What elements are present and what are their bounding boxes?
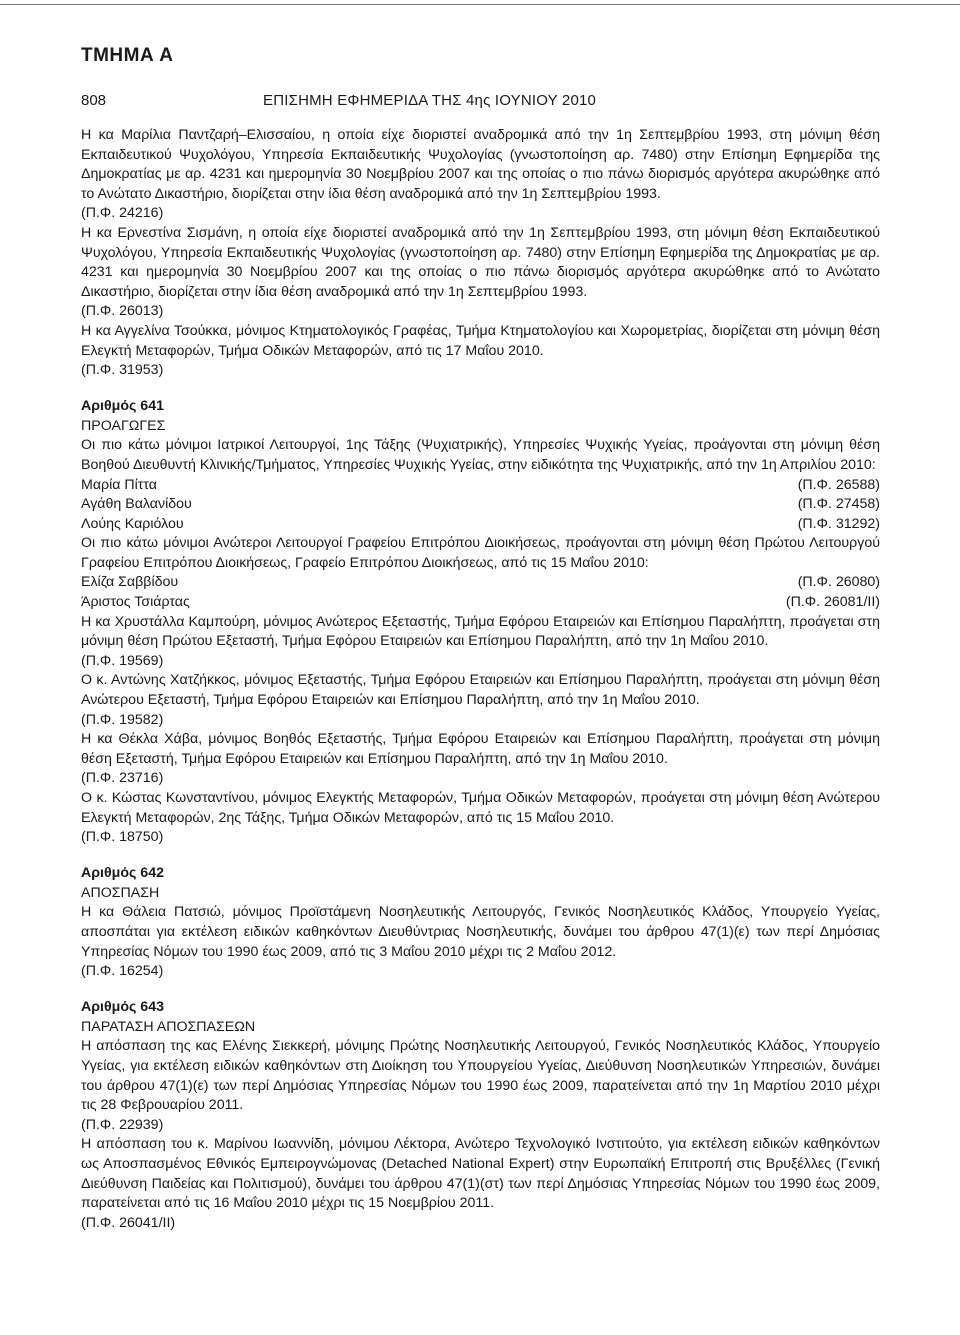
notice-paragraph: Οι πιο κάτω μόνιμοι Ιατρικοί Λειτουργοί, 1ης Τάξης (Ψυχιατρικής), Υπηρεσίες Ψυχικής Υγείας, προάγονται στη μόνιμη θέση Βοηθού Διευθυντή Κλινικής/Τμήματος, Υπηρεσίες Ψυχικής Υγείας, στην ειδικότητα της Ψυχιατρικής, από την 1η Απριλίου 2010: [81, 437, 880, 473]
file-reference: (Π.Φ. 18750) [81, 829, 164, 846]
file-reference: (Π.Φ. 19569) [81, 652, 164, 669]
person-row [81, 515, 880, 535]
person-name: Άριστος Τσιάρτας [81, 594, 190, 611]
file-reference: (Π.Φ. 26081/ΙΙ) [785, 594, 880, 611]
file-reference: (Π.Φ. 22939) [81, 1116, 164, 1133]
notice-number: Αριθμός 643 [81, 998, 164, 1015]
notice-paragraph: Η κα Χρυστάλλα Καμπούρη, μόνιμος Ανώτερος Εξεταστής, Τμήμα Εφόρου Εταιρειών και Επίσημου Παραλήπτη, προάγεται στη μόνιμη θέση Πρώτου Εξεταστή, Τμήμα Εφόρου Εταιρειών και Επίσημου Παραλήπτη, από την 1η Μαΐου 2010. [81, 613, 880, 650]
person-name: Μαρία Πίττα [81, 476, 157, 493]
person-row [81, 476, 880, 496]
notice-number: Αριθμός 642 [81, 864, 164, 881]
running-title: ΕΠΙΣΗΜΗ ΕΦΗΜΕΡΙΔΑ ΤΗΣ 4ης ΙΟΥΝΙΟΥ 2010 [263, 92, 597, 109]
notice-header-641 [81, 397, 880, 417]
notice-paragraph: Η κα Μαρίλια Παντζαρή–Ελισσαίου, η οποία είχε διοριστεί αναδρομικά από την 1η Σεπτεμβρίου 1993, στη μόνιμη θέση Εκπαιδευτικού Ψυχολόγου, Υπηρεσία Εκπαιδευτικής Ψυχολογίας (γνωστοποίηση αρ. 7480) στην Επίσημη Εφημερίδα της Δημοκρατίας με αρ. 4231 και ημερομηνία 30 Νοεμβρίου 2007 και της οποίας ο πιο πάνω διορισμός αργότερα ακυρώθηκε από το Ανώτατο Δικαστήριο, διορίζεται στην ίδια θέση αναδρομικά από την 1η Σεπτεμβρίου 1993. [81, 127, 880, 202]
gazette-content [81, 126, 880, 1233]
notice-paragraph: Ο κ. Κώστας Κωνσταντίνου, μόνιμος Ελεγκτής Μεταφορών, Τμήμα Οδικών Μεταφορών, προάγεται στη μόνιμη θέση Ανώτερου Ελεγκτή Μεταφορών, 2ης Τάξης, Τμήμα Οδικών Μεταφορών, από τις 15 Μαΐου 2010. [81, 790, 880, 826]
person-row [81, 593, 880, 613]
notice-paragraph: Η κα Αγγελίνα Τσούκκα, μόνιμος Κτηματολογικός Γραφέας, Τμήμα Κτηματολογίου και Χωρομετρίας, διορίζεται στη μόνιμη θέση Ελεγκτή Μεταφορών, Τμήμα Οδικών Μεταφορών, από τις 17 Μαΐου 2010. [81, 322, 880, 359]
notice-header-642 [81, 864, 880, 884]
file-reference: (Π.Φ. 26588) [797, 476, 880, 493]
file-reference: (Π.Φ. 26080) [797, 574, 880, 591]
notice-paragraph: Ο κ. Αντώνης Χατζήκκος, μόνιμος Εξεταστής, Τμήμα Εφόρου Εταιρειών και Επίσημου Παραλήπτη, προάγεται στη μόνιμη θέση Ανώτερου Εξεταστή, Τμήμα Εφόρου Εταιρειών και Επίσημου Παραλήπτη, από την 1η Μαΐου 2010. [81, 672, 880, 709]
notice-header-643 [81, 998, 880, 1018]
file-reference: (Π.Φ. 27458) [797, 496, 880, 513]
file-reference: (Π.Φ. 23716) [81, 770, 164, 787]
file-reference: (Π.Φ. 24216) [81, 205, 164, 222]
notice-paragraph: Η κα Θέκλα Χάβα, μόνιμος Βοηθός Εξεταστής, Τμήμα Εφόρου Εταιρειών και Επίσημου Παραλήπτη, προάγεται στη μόνιμη θέση Εξεταστή, Τμήμα Εφόρου Εταιρειών και Επίσημου Παραλήπτη, από την 1η Μαΐου 2010. [81, 731, 880, 767]
page-number: 808 [81, 92, 107, 109]
file-reference: (Π.Φ. 19582) [81, 711, 164, 728]
person-row [81, 495, 880, 515]
person-name: Αγάθη Βαλανίδου [81, 496, 192, 513]
notice-title: ΑΠΟΣΠΑΣΗ [81, 884, 160, 901]
notice-paragraph: Η απόσπαση της κας Ελένης Σιεκκερή, μόνιμης Πρώτης Νοσηλευτικής Λειτουργού, Γενικός Νοσηλευτικός Κλάδος, Υπουργείο Υγείας, για εκτέλεση ειδικών καθηκόντων στη Διοίκηση του Υπουργείου Υγείας, Διεύθυνση Νοσηλευτικών Υπηρεσιών, δυνάμει του άρθρου 47(1)(ε) των περί Δημόσιας Υπηρεσίας Νόμων του 1990 έως 2009, παρατείνεται από την 1η Μαρτίου 2010 μέχρι τις 28 Φεβρουαρίου 2011. [81, 1038, 880, 1114]
notice-paragraph: Η κα Ερνεστίνα Σισμάνη, η οποία είχε διοριστεί αναδρομικά από την 1η Σεπτεμβρίου 1993, στη μόνιμη θέση Εκπαιδευτικού Ψυχολόγου, Υπηρεσία Εκπαιδευτικής Ψυχολογίας (γνωστοποίηση αρ. 7480) στην Επίσημη Εφημερίδα της Δημοκρατίας με αρ. 4231 και ημερομηνία 30 Νοεμβρίου 2007 και της οποίας ο πιο πάνω διορισμός αργότερα ακυρώθηκε από το Ανώτατο Δικαστήριο, διορίζεται στην ίδια θέση αναδρομικά από την 1η Σεπτεμβρίου 1993. [81, 224, 880, 300]
notice-title: ΠΑΡΑΤΑΣΗ ΑΠΟΣΠΑΣΕΩΝ [81, 1018, 256, 1035]
person-name: Ελίζα Σαββίδου [81, 574, 179, 591]
file-reference: (Π.Φ. 26041/ΙΙ) [81, 1214, 176, 1231]
notice-number: Αριθμός 641 [81, 397, 164, 414]
file-reference: (Π.Φ. 16254) [81, 963, 164, 980]
file-reference: (Π.Φ. 26013) [81, 303, 164, 320]
file-reference: (Π.Φ. 31292) [797, 515, 880, 532]
notice-paragraph: Η κα Θάλεια Πατσιώ, μόνιμος Προϊστάμενη Νοσηλευτικής Λειτουργός, Γενικός Νοσηλευτικός Κλάδος, Υπουργείο Υγείας, αποσπάται για εκτέλεση ειδικών καθηκόντων Διευθύντριας Νοσηλευτικής, δυνάμει του άρθρου 47(1)(ε) των περί Δημόσιας Υπηρεσίας Νόμων του 1990 έως 2009, από τις 3 Μαΐου 2010 μέχρι τις 2 Μαΐου 2012. [81, 904, 880, 960]
notice-title: ΠΡΟΑΓΩΓΕΣ [81, 417, 166, 434]
person-name: Λούης Καριόλου [81, 515, 184, 532]
person-row [81, 573, 880, 593]
file-reference: (Π.Φ. 31953) [81, 362, 164, 379]
notice-paragraph: Η απόσπαση του κ. Μαρίνου Ιωαννίδη, μόνιμου Λέκτορα, Ανώτερο Τεχνολογικό Ινστιτούτο, για εκτέλεση ειδικών καθηκόντων ως Αποσπασμένος Εθνικός Εμπειρογνώμονας (Detached National Expert) στην Ευρωπαϊκή Επιτροπή στις Βρυξέλλες (Γενική Διεύθυνση Παιδείας και Πολιτισμού), δυνάμει του άρθρου 47(1)(στ) των περί Δημόσιας Υπηρεσίας Νόμων του 1990 έως 2009, παρατείνεται από τις 16 Μαΐου 2010 μέχρι τις 15 Νοεμβρίου 2011. [81, 1136, 880, 1212]
section-label: ΤΜΗΜΑ Α [81, 45, 174, 66]
notice-paragraph: Οι πιο κάτω μόνιμοι Ανώτεροι Λειτουργοί Γραφείου Επιτρόπου Διοικήσεως, προάγονται στη μόνιμη θέση Πρώτου Λειτουργού Γραφείου Επιτρόπου Διοικήσεως, Γραφείο Επιτρόπου Διοικήσεως, από τις 15 Μαΐου 2010: [81, 535, 880, 571]
scan-top-border [0, 4, 960, 5]
